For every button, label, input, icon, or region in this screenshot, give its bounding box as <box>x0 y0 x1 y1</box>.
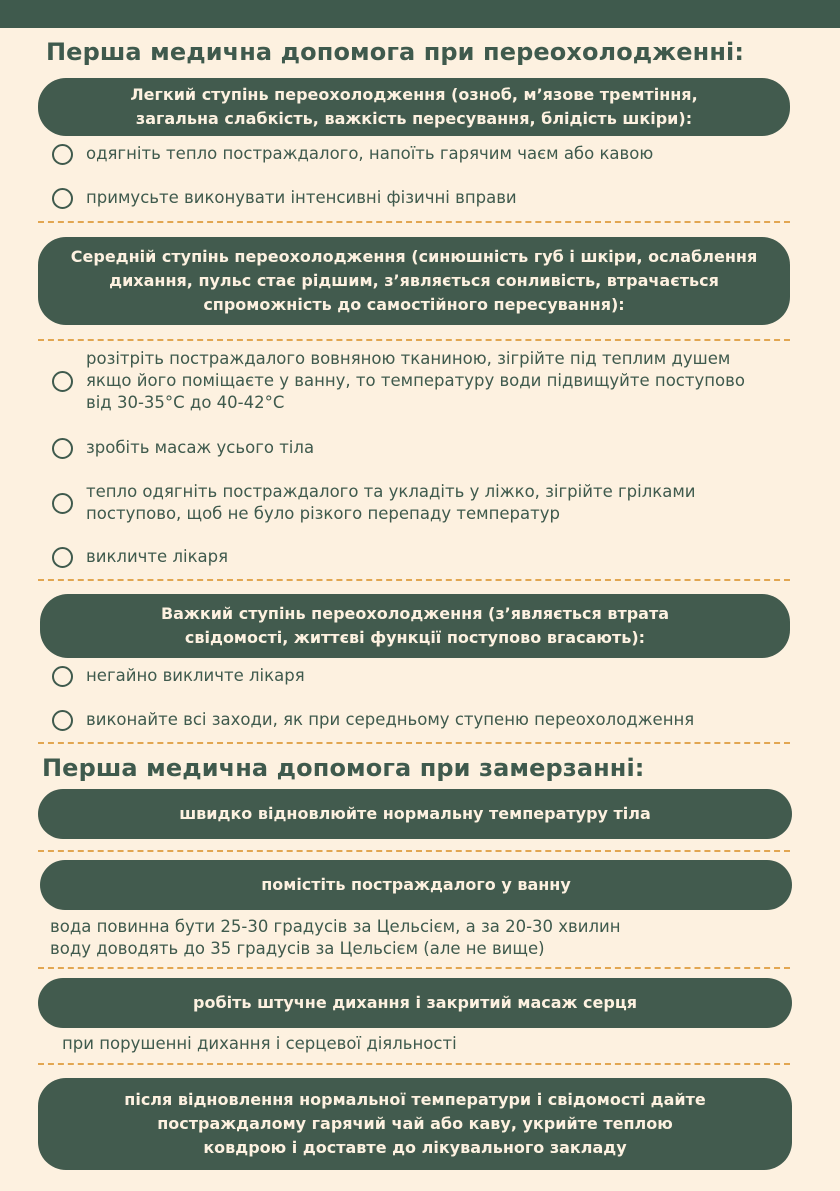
freezing-step-after-care <box>38 1078 792 1170</box>
step-text: швидко відновлюйте нормальну температуру тіла <box>179 804 651 823</box>
freezing-step-restore-temp <box>38 789 792 839</box>
checkbox-circle-icon[interactable] <box>52 666 73 687</box>
freezing-title: Перша медична допомога при замерзанні: <box>42 754 645 782</box>
moderate-item-massage[interactable] <box>52 437 800 459</box>
hypothermia-title: Перша медична допомога при переохолодженні: <box>46 38 745 66</box>
divider <box>38 967 790 969</box>
note-line: воду доводять до 35 градусів за Цельсієм (але не вище) <box>50 939 545 958</box>
item-text: одягніть тепло постраждалого, напоїть гарячим чаєм або кавою <box>86 144 654 163</box>
item-text-line: від 30-35°С до 40-42°С <box>86 393 285 412</box>
bath-note <box>50 916 621 960</box>
top-bar <box>0 0 840 28</box>
step-text-line: ковдрою і доставте до лікувального закладу <box>203 1138 627 1157</box>
step-text-line: після відновлення нормальної температури і свідомості дайте <box>124 1090 706 1109</box>
moderate-degree-header <box>38 237 790 325</box>
severe-degree-header <box>40 594 790 658</box>
mild-degree-header <box>38 78 790 136</box>
item-text: негайно викличте лікаря <box>86 666 305 685</box>
mild-item-dress-warm[interactable] <box>52 143 800 165</box>
item-text-line: тепло одягніть постраждалого та укладіть у ліжко, зігрійте грілками <box>86 482 696 501</box>
severe-header-line: Важкий ступінь переохолодження (з’являється втрата <box>160 604 670 623</box>
freezing-step-cpr <box>38 978 792 1028</box>
severe-item-call-doctor[interactable] <box>52 665 800 687</box>
checkbox-circle-icon[interactable] <box>52 710 73 731</box>
divider <box>38 579 790 581</box>
moderate-header-line: спроможність до самостійного пересування): <box>203 295 625 314</box>
moderate-header-line: Середній ступінь переохолодження (синюшність губ і шкіри, ослаблення <box>70 247 758 266</box>
step-text: помістіть постраждалого у ванну <box>261 875 571 894</box>
divider <box>38 850 790 852</box>
checkbox-circle-icon[interactable] <box>52 438 73 459</box>
item-text: виконайте всі заходи, як при середньому ступеню переохолодження <box>86 710 695 729</box>
moderate-header-line: дихання, пульс стає рідшим, з’являється сонливість, втрачається <box>109 271 719 290</box>
checkbox-circle-icon[interactable] <box>52 371 73 392</box>
moderate-item-rub[interactable] <box>52 348 800 414</box>
divider <box>38 221 790 223</box>
item-text-line: розітріть постраждалого вовняною тканиною, зігрійте під теплим душем <box>86 349 731 368</box>
checkbox-circle-icon[interactable] <box>52 547 73 568</box>
moderate-item-call-doctor[interactable] <box>52 546 800 568</box>
cpr-note: при порушенні дихання і серцевої діяльності <box>62 1034 457 1053</box>
divider <box>38 339 790 341</box>
severe-header-line: свідомості, життєві функції поступово вгасають): <box>184 628 646 647</box>
item-text-line: поступово, щоб не було різкого перепаду температур <box>86 504 560 523</box>
checkbox-circle-icon[interactable] <box>52 493 73 514</box>
checkbox-circle-icon[interactable] <box>52 144 73 165</box>
item-text: викличте лікаря <box>86 547 229 566</box>
moderate-item-bed[interactable] <box>52 481 800 525</box>
item-text: примусьте виконувати інтенсивні фізичні вправи <box>86 188 517 207</box>
step-text-line: постраждалому гарячий чай або каву, укрийте теплою <box>157 1114 673 1133</box>
freezing-step-bath <box>40 860 792 910</box>
mild-item-exercise[interactable] <box>52 187 800 209</box>
note-line: вода повинна бути 25-30 градусів за Цельсієм, а за 20-30 хвилин <box>50 917 621 936</box>
divider <box>38 742 790 744</box>
severe-item-all-measures[interactable] <box>52 709 800 731</box>
mild-header-line: Легкий ступінь переохолодження (озноб, м’язове тремтіння, <box>130 85 698 104</box>
step-text: робіть штучне дихання і закритий масаж серця <box>193 993 637 1012</box>
item-text-line: якщо його поміщаєте у ванну, то температуру води підвищуйте поступово <box>86 371 745 390</box>
item-text: зробіть масаж усього тіла <box>86 438 315 457</box>
mild-header-line: загальна слабкість, важкість пересування, блідість шкіри): <box>135 109 693 128</box>
checkbox-circle-icon[interactable] <box>52 188 73 209</box>
divider <box>38 1063 790 1065</box>
